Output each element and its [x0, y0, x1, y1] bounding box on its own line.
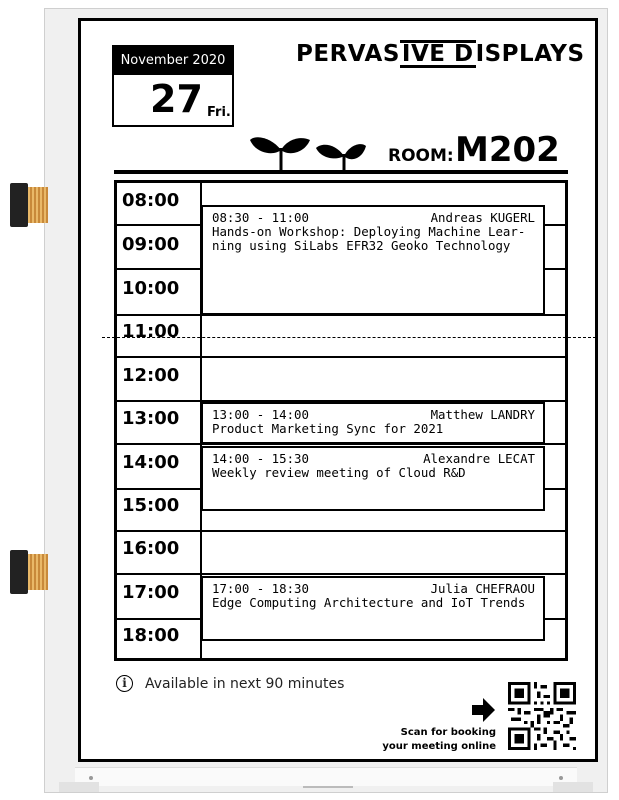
hour-line — [117, 356, 565, 358]
weekday: Fri. — [207, 105, 231, 120]
hour-label: 08:00 — [122, 190, 180, 211]
hour-line — [117, 530, 565, 532]
event-organizer: Julia CHEFRAOU — [430, 581, 535, 596]
qr-code-icon[interactable] — [508, 682, 576, 750]
event-title: Product Marketing Sync for 2021 — [212, 421, 444, 436]
event-time: 13:00 - 14:00 — [212, 407, 309, 422]
hour-label: 12:00 — [122, 365, 180, 386]
month-year: November 2020 — [114, 47, 232, 75]
hour-label: 17:00 — [122, 582, 180, 603]
scan-instruction — [360, 726, 496, 754]
event-card[interactable] — [201, 402, 545, 444]
sprout-icon — [250, 132, 370, 172]
frame-ledge — [75, 767, 577, 786]
hour-label: 15:00 — [122, 495, 180, 516]
arrow-right-icon — [470, 697, 496, 723]
current-time-marker — [102, 337, 596, 338]
header-rule — [114, 170, 568, 174]
scan-line: Scan for booking — [400, 727, 496, 738]
hour-label: 10:00 — [122, 278, 180, 299]
hour-label: 11:00 — [122, 321, 180, 342]
event-title: Edge Computing Architecture and IoT Trends — [212, 595, 526, 610]
date-widget — [112, 45, 234, 127]
availability-text: Available in next 90 minutes — [145, 675, 345, 692]
event-organizer: Alexandre LECAT — [423, 451, 535, 466]
frame-dot — [89, 776, 93, 780]
hour-label: 14:00 — [122, 452, 180, 473]
hour-label: 16:00 — [122, 538, 180, 559]
event-title: Weekly review meeting of Cloud R&D — [212, 465, 466, 480]
frame-notch — [553, 782, 593, 792]
brand-logo: PERVASIVE DISPLAYS — [296, 41, 585, 67]
event-time: 08:30 - 11:00 — [212, 210, 309, 225]
scan-line: your meeting online — [382, 741, 496, 752]
info-icon: i — [116, 675, 133, 692]
hour-label: 18:00 — [122, 625, 180, 646]
room-name: M202 — [455, 130, 560, 170]
hour-label: 13:00 — [122, 408, 180, 429]
event-card[interactable] — [201, 205, 545, 315]
frame-notch — [59, 782, 99, 792]
flex-connector — [10, 183, 46, 227]
event-time: 14:00 - 15:30 — [212, 451, 309, 466]
frame-dot — [559, 776, 563, 780]
event-title: ning using SiLabs EFR32 Geoko Technology — [212, 238, 511, 253]
event-card[interactable] — [201, 576, 545, 641]
frame-line — [303, 786, 353, 788]
room-label: ROOM: — [388, 146, 454, 166]
availability-status — [116, 675, 344, 692]
hour-label: 09:00 — [122, 234, 180, 255]
event-organizer: Andreas KUGERL — [430, 210, 535, 225]
event-time: 17:00 - 18:30 — [212, 581, 309, 596]
day-number: 27 — [150, 77, 203, 121]
flex-connector — [10, 550, 46, 594]
hour-line — [117, 573, 565, 575]
event-card[interactable] — [201, 446, 545, 511]
event-title: Hands-on Workshop: Deploying Machine Lear- — [212, 224, 526, 239]
event-organizer: Matthew LANDRY — [430, 407, 535, 422]
